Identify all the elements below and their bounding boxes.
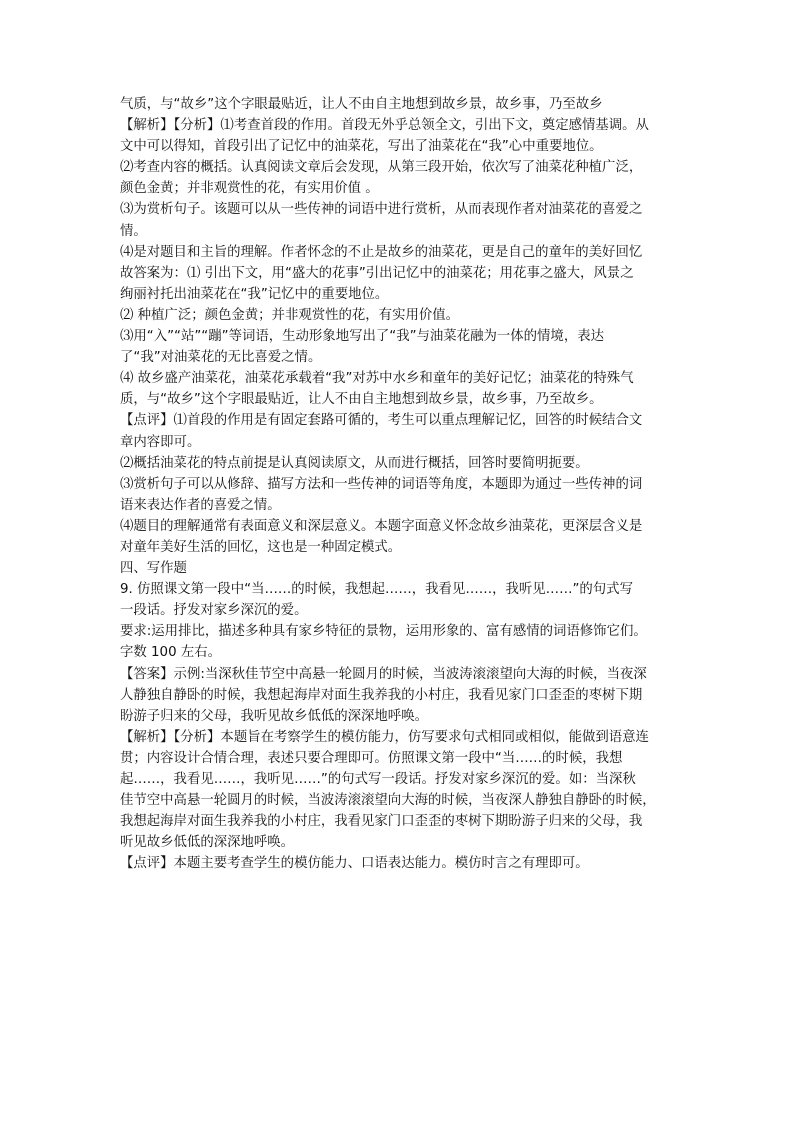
text-line: 对童年美好生活的回忆，这也是一种固定模式。 [120, 539, 402, 555]
text-line: ⑶赏析句子可以从修辞、描写方法和一些传神的词语等角度，本题即为通过一些传神的词 [120, 476, 643, 492]
text-line: 字数 100 左右。 [120, 645, 222, 661]
text-line: 【答案】示例:当深秋佳节空中高悬一轮圆月的时候，当波涛滚滚望向大海的时候，当夜深 [120, 666, 647, 682]
text-line: 章内容即可。 [120, 434, 201, 450]
text-line: 情。 [120, 223, 147, 239]
text-line: ⑶为赏析句子。该题可以从一些传神的词语中进行赏析，从而表现作者对油菜花的喜爱之 [120, 202, 643, 218]
text-line: 佳节空中高悬一轮圆月的时候，当波涛滚滚望向大海的时候，当夜深人静独自静卧的时候， [120, 793, 656, 809]
text-line: 听见故乡低低的深深地呼唤。 [120, 835, 295, 851]
text-line: ⑷是对题目和主旨的理解。作者怀念的不止是故乡的油菜花，更是自己的童年的美好回忆 [120, 244, 643, 260]
text-line: 9. 仿照课文第一段中“当……的时候，我想起……，我看见……，我听见……”的句式写 [120, 582, 633, 598]
text-line: 【解析】【分析】本题旨在考察学生的模仿能力，仿写要求句式相同或相似，能做到语意连 [120, 729, 649, 745]
text-line: 人静独自静卧的时候，我想起海岸对面生我养我的小村庄，我看见家门口歪歪的枣树下期 [120, 687, 643, 703]
text-line: ⑷ 故乡盛产油菜花，油菜花承载着“我”对苏中水乡和童年的美好记忆；油菜花的特殊气 [120, 371, 634, 387]
text-line: ⑵概括油菜花的特点前提是认真阅读原文，从而进行概括，回答时要简明扼要。 [120, 455, 589, 471]
text-line: 四、写作题 [120, 561, 187, 577]
text-line: 贯；内容设计合情合理，表述只要合理即可。仿照课文第一段中“当……的时候，我想 [120, 750, 623, 766]
text-line: 盼游子归来的父母，我听见故乡低低的深深地呼唤。 [120, 708, 428, 724]
text-line: 要求:运用排比，描述多种具有家乡特征的景物，运用形象的、富有感情的词语修饰它们。 [120, 624, 647, 640]
text-line: 气质，与“故乡”这个字眼最贴近，让人不由自主地想到故乡景，故乡事，乃至故乡 [120, 97, 603, 112]
text-line: 绚丽衬托出油菜花在“我”记忆中的重要地位。 [120, 286, 389, 302]
text-line: 【点评】本题主要考查学生的模仿能力、口语表达能力。模仿时言之有理即可。 [120, 856, 589, 872]
text-line: 【解析】【分析】⑴考查首段的作用。首段无外乎总领全文，引出下文，奠定感情基调。从 [120, 118, 649, 134]
text-line: ⑶用“入”“站”“蹦”等词语，生动形象地写出了“我”与油菜花融为一体的情境，表达 [120, 329, 604, 345]
text-line: 起……，我看见……，我听见……”的句式写一段话。抒发对家乡深沉的爱。如：当深秋 [120, 772, 636, 787]
text-line: 一段话。抒发对家乡深沉的爱。 [120, 603, 308, 619]
text-line: 质，与“故乡”这个字眼最贴近，让人不由自主地想到故乡景，故乡事，乃至故乡。 [120, 392, 603, 408]
text-line: ⑵考查内容的概括。认真阅读文章后会发现，从第三段开始，依次写了油菜花种植广泛， [120, 160, 643, 176]
text-line: 文中可以得知，首段引出了记忆中的油菜花，写出了油菜花在“我”心中重要地位。 [120, 139, 603, 155]
text-line: 颜色金黄；并非观赏性的花，有实用价值 。 [120, 181, 379, 197]
text-line: 我想起海岸对面生我养我的小村庄，我看见家门口歪歪的枣树下期盼游子归来的父母，我 [120, 814, 643, 830]
text-line: ⑷题目的理解通常有表面意义和深层意义。本题字面意义怀念故乡油菜花，更深层含义是 [120, 518, 643, 534]
text-line: ⑵ 种植广泛；颜色金黄；并非观赏性的花，有实用价值。 [120, 307, 460, 323]
text-line: 语来表达作者的喜爱之情。 [120, 497, 281, 513]
document-body [120, 94, 676, 874]
text-line: 故答案为：⑴ 引出下文，用“盛大的花事”引出记忆中的油菜花；用花事之盛大，风景之 [120, 265, 634, 281]
text-line: 了“我”对油菜花的无比喜爱之情。 [120, 350, 322, 366]
text-line: 【点评】⑴首段的作用是有固定套路可循的，考生可以重点理解记忆，回答的时候结合文 [120, 413, 643, 429]
